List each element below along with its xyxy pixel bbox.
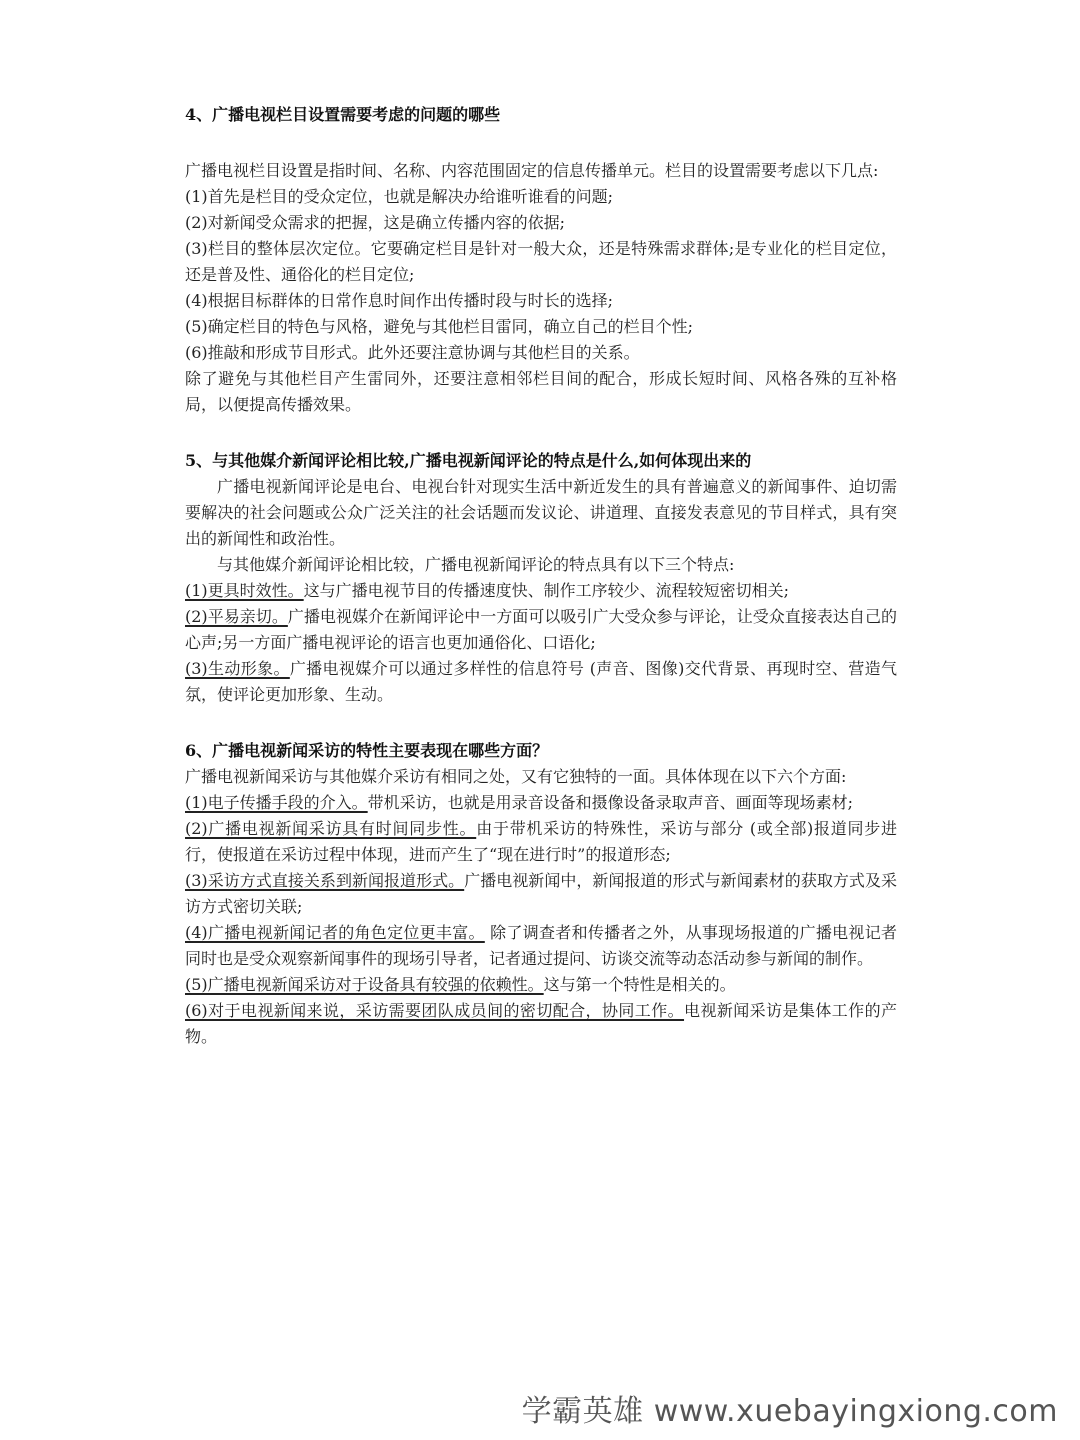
underlined-point: (2)平易亲切。	[185, 607, 288, 626]
underlined-point: (2)广播电视新闻采访具有时间同步性。	[185, 819, 477, 838]
underlined-point: (3)生动形象。	[185, 659, 290, 678]
underlined-point: (4)广播电视新闻记者的角色定位更丰富。	[185, 923, 485, 942]
section-6-intro: 广播电视新闻采访与其他媒介采访有相同之处，又有它独特的一面。具体体现在以下六个方面:	[185, 767, 847, 786]
point-detail: 广播电视媒介可以通过多样性的信息符号 (声音、图像)交代背景、再现时空、营造气氛，使评论更加形象、生动。	[185, 659, 897, 704]
section-4-item: (5)确定栏目的特色与风格，避免与其他栏目雷同，确立自己的栏目个性;	[185, 317, 694, 336]
underlined-point: (6)对于电视新闻来说，采访需要团队成员间的密切配合，协同工作。	[185, 1001, 685, 1020]
section-4-intro: 广播电视栏目设置是指时间、名称、内容范围固定的信息传播单元。栏目的设置需要考虑以下几点:	[185, 161, 879, 180]
section-6-item	[185, 920, 897, 972]
section-5-title: 5、与其他媒介新闻评论相比较,广播电视新闻评论的特点是什么,如何体现出来的	[185, 451, 752, 470]
point-detail: 电视新闻采访是集体工作的产物。	[185, 1001, 897, 1046]
section-6-title: 6、广播电视新闻采访的特性主要表现在哪些方面？	[185, 741, 549, 760]
underlined-point: (1)电子传播手段的介入。	[185, 793, 368, 812]
point-detail: 这与第一个特性是相关的。	[543, 975, 736, 994]
section-4-item: (3)栏目的整体层次定位。它要确定栏目是针对一般大众，还是特殊需求群体;是专业化的栏目定位，还是普及性、通俗化的栏目定位;	[185, 239, 897, 284]
point-detail: 由于带机采访的特殊性，采访与部分 (或全部)报道同步进行，使报道在采访过程中体现，进而产生了“现在进行时”的报道形态;	[185, 819, 897, 864]
point-detail: 除了调查者和传播者之外，从事现场报道的广播电视记者同时也是受众观察新闻事件的现场引导者，记者通过提问、访谈交流等动态活动参与新闻的制作。	[185, 923, 897, 968]
section-5-item	[185, 578, 897, 604]
point-detail: 广播电视新闻中，新闻报道的形式与新闻素材的获取方式及采访方式密切关联;	[185, 871, 897, 916]
section-4-item: (4)根据目标群体的日常作息时间作出传播时段与时长的选择;	[185, 291, 614, 310]
section-4-title: 4、广播电视栏目设置需要考虑的问题的哪些	[185, 105, 501, 124]
section-4-item: (1)首先是栏目的受众定位，也就是解决办给谁听谁看的问题;	[185, 187, 614, 206]
document-page	[185, 102, 897, 1050]
section-6-item	[185, 816, 897, 868]
site-watermark: 学霸英雄 www.xuebayingxiong.com	[521, 1394, 1058, 1429]
section-5-paragraph: 广播电视新闻评论是电台、电视台针对现实生活中新近发生的具有普遍意义的新闻事件、迫切需要解决的社会问题或公众广泛关注的社会话题而发议论、讲道理、直接发表意见的节目样式，具有突出的新闻性和政治性。	[185, 477, 897, 548]
section-6-item	[185, 868, 897, 920]
point-detail: 这与广播电视节目的传播速度快、制作工序较少、流程较短密切相关;	[303, 581, 790, 600]
point-detail: 带机采访，也就是用录音设备和摄像设备录取声音、画面等现场素材;	[367, 793, 854, 812]
section-6-item	[185, 972, 897, 998]
point-detail: 广播电视媒介在新闻评论中一方面可以吸引广大受众参与评论，让受众直接表达自己的心声;另一方面广播电视评论的语言也更加通俗化、口语化;	[185, 607, 897, 652]
section-4-item: (6)推敲和形成节目形式。此外还要注意协调与其他栏目的关系。	[185, 343, 640, 362]
underlined-point: (5)广播电视新闻采访对于设备具有较强的依赖性。	[185, 975, 544, 994]
section-4-conclusion: 除了避免与其他栏目产生雷同外，还要注意相邻栏目间的配合，形成长短时间、风格各殊的互补格局，以便提高传播效果。	[185, 369, 897, 414]
section-6-item	[185, 998, 897, 1050]
section-5-item	[185, 656, 897, 708]
section-6-item	[185, 790, 897, 816]
section-5-paragraph: 与其他媒介新闻评论相比较，广播电视新闻评论的特点具有以下三个特点:	[217, 555, 735, 574]
underlined-point: (3)采访方式直接关系到新闻报道形式。	[185, 871, 465, 890]
underlined-point: (1)更具时效性。	[185, 581, 304, 600]
section-4-item: (2)对新闻受众需求的把握，这是确立传播内容的依据;	[185, 213, 566, 232]
section-5-item	[185, 604, 897, 656]
